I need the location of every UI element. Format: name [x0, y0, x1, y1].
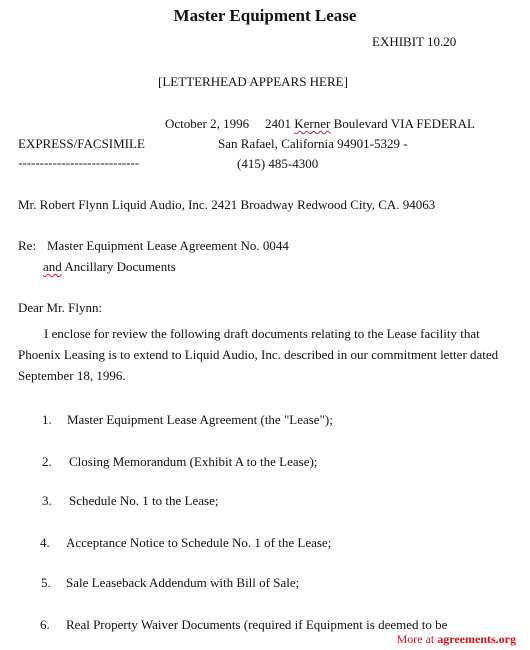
address-street	[265, 116, 475, 132]
list-item-text: Acceptance Notice to Schedule No. 1 of the Lease;	[66, 535, 332, 550]
re-line-2	[43, 259, 176, 275]
address-street-pre: 2401	[265, 116, 295, 131]
list-item-number: 6.	[40, 617, 50, 632]
exhibit-label: EXHIBIT 10.20	[372, 34, 457, 49]
address-city: San Rafael, California 94901-5329 -	[218, 136, 408, 151]
list-item-text: Schedule No. 1 to the Lease;	[69, 493, 219, 508]
document-title: Master Equipment Lease	[173, 6, 357, 25]
recipient-address: Mr. Robert Flynn Liquid Audio, Inc. 2421 Broadway Redwood City, CA. 94063	[18, 197, 436, 212]
address-street-word: Kerner	[294, 116, 331, 131]
address-street-post: Boulevard VIA FEDERAL	[330, 116, 475, 131]
list-item-text: Closing Memorandum (Exhibit A to the Lease);	[69, 454, 318, 469]
list-item-text: Master Equipment Lease Agreement (the "Lease");	[67, 412, 333, 427]
salutation: Dear Mr. Flynn:	[18, 300, 103, 315]
list-item-number: 1.	[42, 412, 52, 427]
footer-site-link[interactable]: agreements.org	[437, 632, 516, 646]
re-label: Re:	[18, 238, 37, 253]
list-item-number: 2.	[42, 454, 52, 469]
list-item-text: Real Property Waiver Documents (required if Equipment is deemed to be	[66, 617, 448, 632]
body-paragraph: I enclose for review the following draft documents relating to the Lease facility that Phoenix Leasing is to extend to Liquid Audio, Inc. described in our commitment letter dated September 18, 1996.	[18, 326, 499, 383]
list-item-number: 5.	[41, 575, 51, 590]
delivery-method: EXPRESS/FACSIMILE	[18, 136, 145, 151]
list-item-number: 3.	[42, 493, 52, 508]
phone-number: (415) 485-4300	[237, 156, 319, 171]
footer-prefix: More at	[396, 632, 438, 646]
re-line-2-rest: Ancillary Documents	[61, 259, 176, 274]
letter-date: October 2, 1996	[165, 116, 250, 131]
re-line-2-word: and	[43, 259, 62, 274]
re-line-1: Master Equipment Lease Agreement No. 0044	[47, 238, 289, 253]
footer-credit	[397, 632, 516, 647]
list-item-number: 4.	[40, 535, 50, 550]
letterhead-placeholder: [LETTERHEAD APPEARS HERE]	[158, 74, 348, 89]
separator-line: ----------------------------	[18, 155, 140, 170]
list-item-text: Sale Leaseback Addendum with Bill of Sale;	[66, 575, 300, 590]
